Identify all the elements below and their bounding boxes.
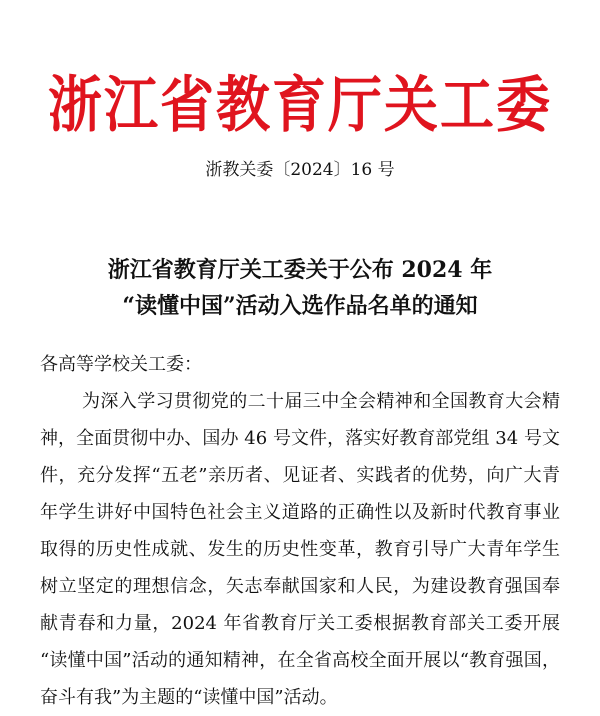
title-line-2: “读懂中国”活动入选作品名单的通知 [122,293,478,319]
title-line-1: 浙江省教育厅关工委关于公布 2024 年 [107,257,493,283]
body-line: “读懂中国”活动的通知精神，在全省高校全面开展以“教育强国， [40,650,560,671]
body-line: 年学生讲好中国特色社会主义道路的正确性以及新时代教育事业 [40,502,560,523]
document-title [0,252,600,324]
document-number: 浙教关委〔2024〕16 号 [205,160,395,180]
body-line: 件，充分发挥“五老”亲历者、见证者、实践者的优势，向广大青 [40,465,560,486]
salutation: 各高等学校关工委： [40,354,202,375]
body-line: 献青春和力量，2024 年省教育厅关工委根据教育部关工委开展 [40,613,560,634]
body-line: 神，全面贯彻中办、国办 46 号文件，落实好教育部党组 34 号文 [40,428,560,449]
body-line: 奋斗有我”为主题的“读懂中国”活动。 [40,687,338,708]
issuing-organization-header: 浙江省教育厅关工委 [48,68,552,141]
body-line: 树立坚定的理想信念，矢志奉献国家和人民，为建设教育强国奉 [40,576,560,597]
document-body [40,346,560,716]
body-line: 取得的历史性成就、发生的历史性变革，教育引导广大青年学生 [40,539,560,560]
body-line: 为深入学习贯彻党的二十届三中全会精神和全国教育大会精 [82,391,560,412]
